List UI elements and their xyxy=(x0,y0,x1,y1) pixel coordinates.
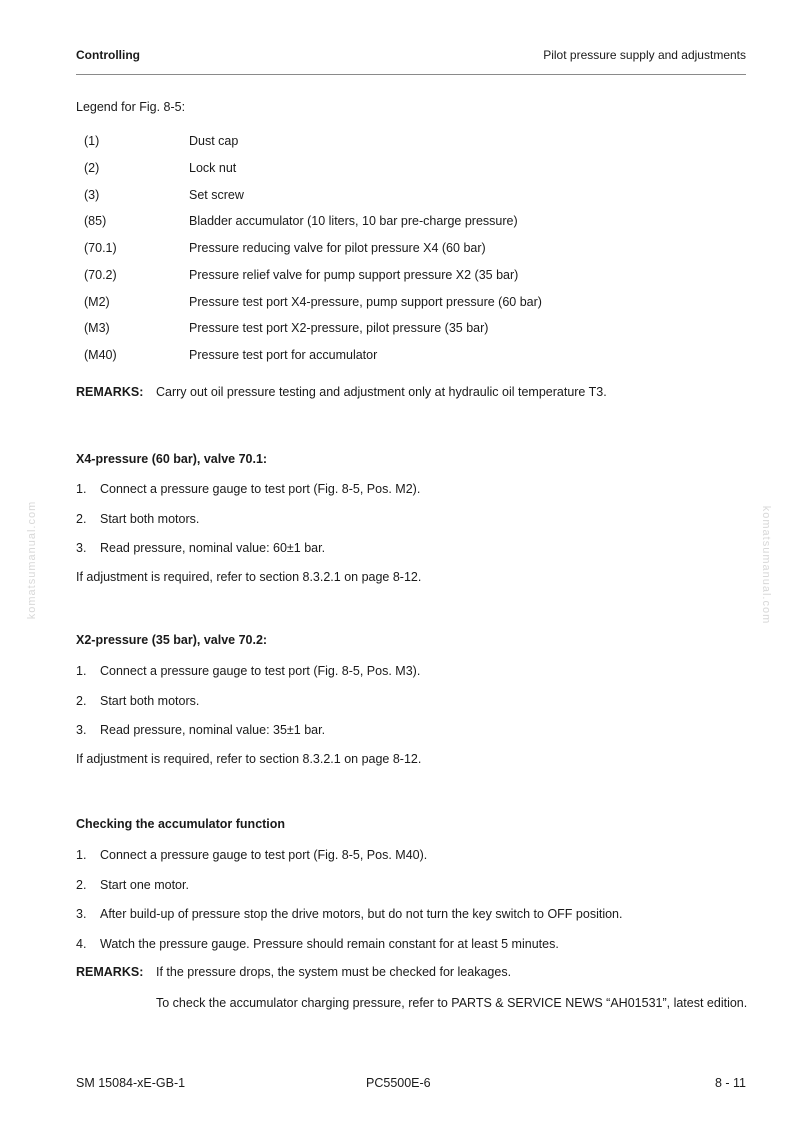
legend-key: (2) xyxy=(84,160,100,175)
step-number: 3. xyxy=(76,541,87,555)
legend-text: Pressure test port for accumulator xyxy=(189,348,378,362)
step-text: Connect a pressure gauge to test port (Fig. 8-5, Pos. M3). xyxy=(100,664,421,678)
legend-row xyxy=(84,133,764,160)
step-number: 2. xyxy=(76,511,87,526)
remarks-text: If the pressure drops, the system must be checked for leakages. xyxy=(156,965,512,979)
legend-row xyxy=(84,240,764,267)
step-item xyxy=(76,540,756,570)
legend-text: Pressure test port X4-pressure, pump support pressure (60 bar) xyxy=(189,294,542,309)
header-section-title: Pilot pressure supply and adjustments xyxy=(543,48,746,62)
footer-page-number: 8 - 11 xyxy=(714,1076,746,1090)
legend-key: (1) xyxy=(84,134,100,148)
step-text: Start one motor. xyxy=(100,877,189,892)
adjustment-note-x4: If adjustment is required, refer to section 8.3.2.1 on page 8-12. xyxy=(76,570,422,584)
step-text: Start both motors. xyxy=(100,511,200,526)
step-item xyxy=(76,481,756,511)
legend-row xyxy=(84,267,764,294)
legend-key: (M3) xyxy=(84,321,110,336)
steps-list-accumulator xyxy=(76,847,756,965)
legend-text: Pressure relief valve for pump support pressure X2 (35 bar) xyxy=(189,267,519,282)
step-item xyxy=(76,511,756,541)
section-heading-x4: X4-pressure (60 bar), valve 70.1: xyxy=(76,452,268,466)
legend-row xyxy=(84,187,764,214)
legend-row xyxy=(84,160,764,187)
legend-text: Dust cap xyxy=(189,134,239,148)
step-number: 2. xyxy=(76,877,87,892)
step-number: 1. xyxy=(76,664,87,678)
step-item xyxy=(76,663,756,693)
legend-key: (85) xyxy=(84,214,107,229)
step-item xyxy=(76,847,756,877)
legend-row xyxy=(84,213,764,240)
legend-text: Pressure test port X2-pressure, pilot pressure (35 bar) xyxy=(189,321,489,336)
remarks-label: REMARKS: xyxy=(76,385,144,399)
step-number: 1. xyxy=(76,482,87,496)
steps-list-x2 xyxy=(76,663,756,752)
step-item xyxy=(76,693,756,723)
legend-list xyxy=(84,133,764,374)
step-text: Read pressure, nominal value: 35±1 bar. xyxy=(100,723,326,737)
step-text: After build-up of pressure stop the drive motors, but do not turn the key switch to OFF position. xyxy=(100,907,623,921)
watermark-right: komatsumanual.com xyxy=(760,505,772,625)
legend-key: (70.2) xyxy=(84,267,117,282)
legend-text: Bladder accumulator (10 liters, 10 bar pre-charge pressure) xyxy=(189,214,518,229)
header-chapter: Controlling xyxy=(76,48,140,62)
step-text: Start both motors. xyxy=(100,693,200,708)
legend-row xyxy=(84,294,764,321)
section-heading-accumulator: Checking the accumulator function xyxy=(76,817,286,831)
accumulator-charging-note: To check the accumulator charging pressure, refer to PARTS & SERVICE NEWS “AH01531”, latest edition. xyxy=(156,996,748,1010)
remarks-text: Carry out oil pressure testing and adjustment only at hydraulic oil temperature T3. xyxy=(156,385,607,399)
step-number: 3. xyxy=(76,907,87,921)
legend-title: Legend for Fig. 8-5: xyxy=(76,100,186,114)
step-item xyxy=(76,906,756,936)
remarks-label: REMARKS: xyxy=(76,965,144,979)
footer-model: PC5500E-6 xyxy=(366,1076,431,1090)
step-item xyxy=(76,936,756,966)
legend-row xyxy=(84,347,764,374)
step-item xyxy=(76,877,756,907)
legend-text: Pressure reducing valve for pilot pressure X4 (60 bar) xyxy=(189,241,486,255)
header-divider xyxy=(76,74,746,75)
step-number: 3. xyxy=(76,723,87,737)
step-text: Connect a pressure gauge to test port (Fig. 8-5, Pos. M2). xyxy=(100,482,421,496)
legend-text: Lock nut xyxy=(189,160,237,175)
steps-list-x4 xyxy=(76,481,756,570)
step-text: Read pressure, nominal value: 60±1 bar. xyxy=(100,541,326,555)
legend-key: (70.1) xyxy=(84,241,117,255)
remarks-temperature xyxy=(76,384,756,400)
step-text: Watch the pressure gauge. Pressure should remain constant for at least 5 minutes. xyxy=(100,936,559,951)
step-number: 1. xyxy=(76,848,87,862)
watermark-left: komatsumanual.com xyxy=(26,500,38,620)
legend-key: (M40) xyxy=(84,348,117,362)
legend-row xyxy=(84,320,764,347)
remarks-leakage xyxy=(76,964,756,980)
step-number: 2. xyxy=(76,693,87,708)
step-number: 4. xyxy=(76,936,87,951)
section-heading-x2: X2-pressure (35 bar), valve 70.2: xyxy=(76,633,268,647)
legend-text: Set screw xyxy=(189,187,244,202)
footer-document-id: SM 15084-xE-GB-1 xyxy=(76,1076,186,1090)
step-text: Connect a pressure gauge to test port (Fig. 8-5, Pos. M40). xyxy=(100,848,428,862)
adjustment-note-x2: If adjustment is required, refer to section 8.3.2.1 on page 8-12. xyxy=(76,752,422,766)
legend-key: (3) xyxy=(84,187,100,202)
legend-key: (M2) xyxy=(84,294,110,309)
step-item xyxy=(76,722,756,752)
